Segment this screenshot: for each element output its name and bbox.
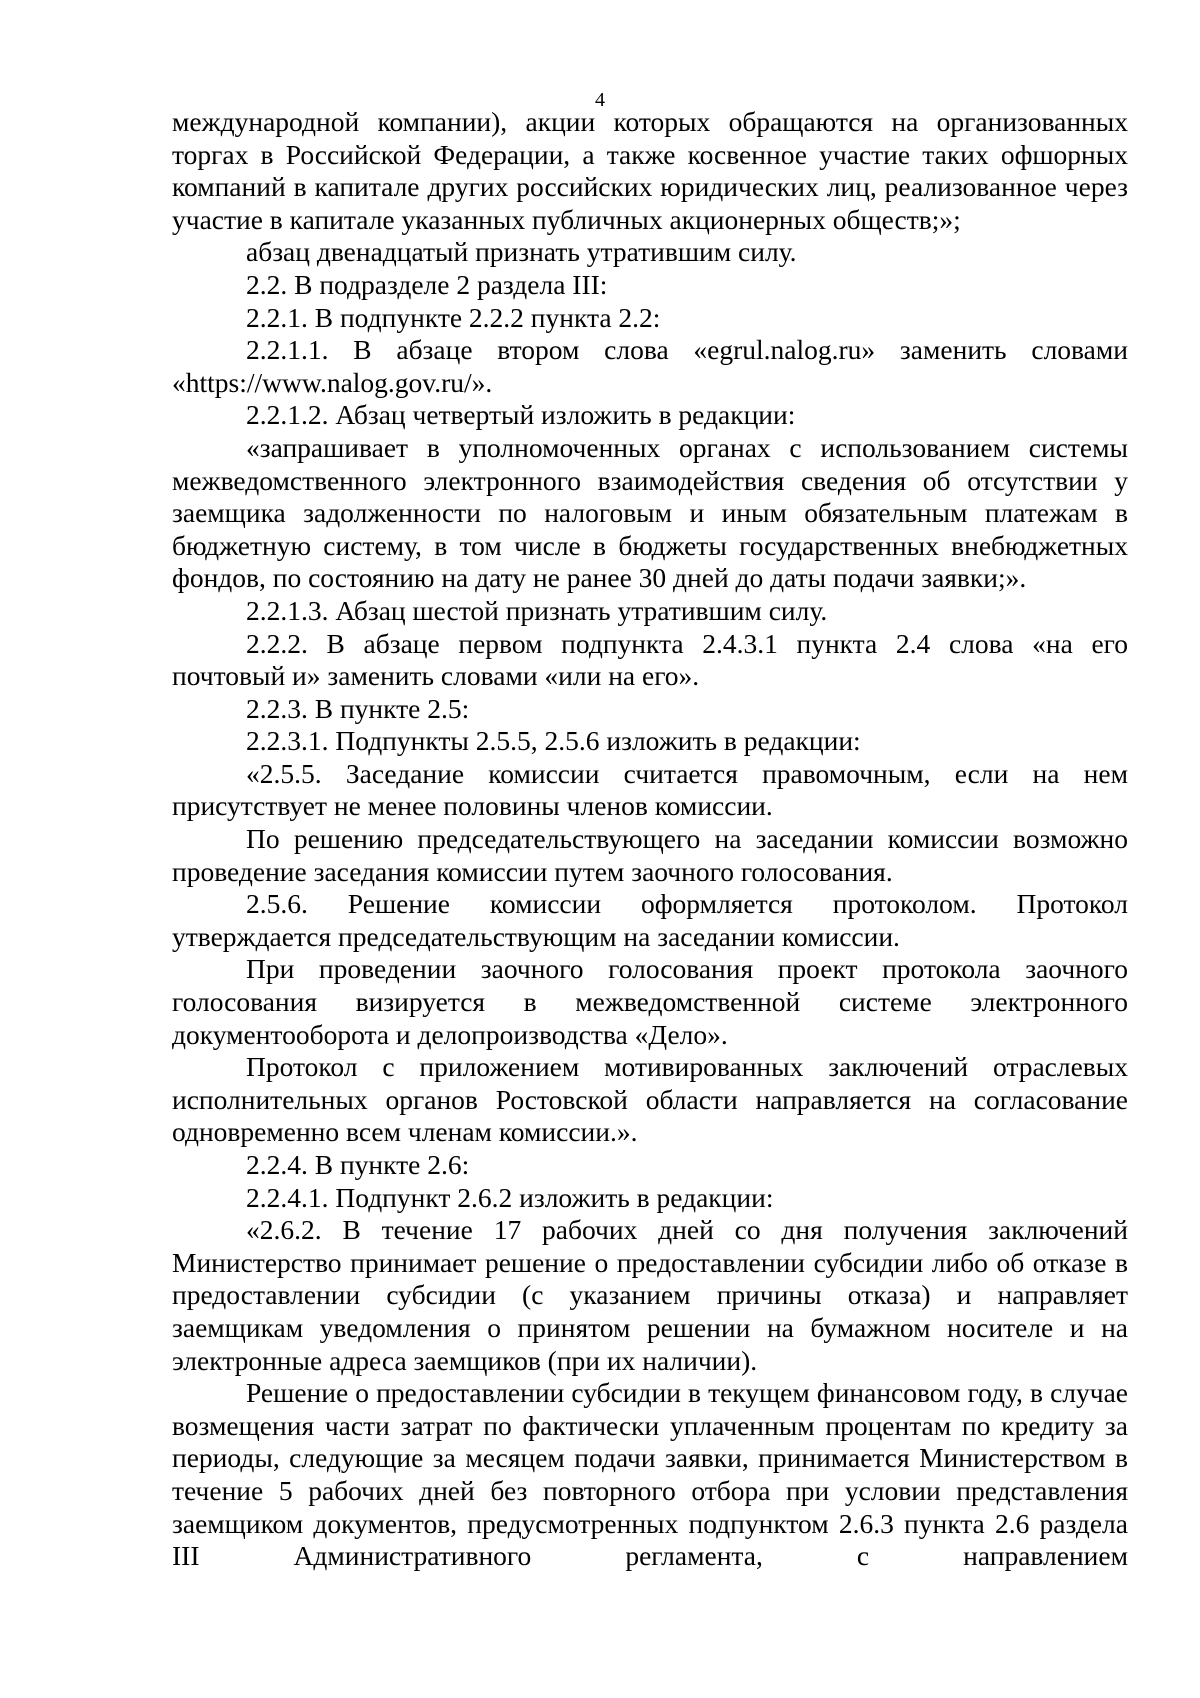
paragraph: Протокол с приложением мотивированных заключений отраслевых исполнительных органов Ростовской области направляется на согласование одновременно всем членам комиссии.».	[172, 1051, 1128, 1148]
paragraph: 2.2.1.1. В абзаце втором слова «egrul.nalog.ru» заменить словами «https://www.nalog.gov.ru/».	[172, 334, 1128, 398]
paragraph: «2.5.5. Заседание комиссии считается правомочным, если на нем присутствует не менее половины членов комиссии.	[172, 757, 1128, 822]
paragraph: 2.2.2. В абзаце первом подпункта 2.4.3.1 пункта 2.4 слова «на его почтовый и» заменить словами «или на его».	[172, 627, 1128, 692]
paragraph: «запрашивает в уполномоченных органах с использованием системы межведомственного электронного взаимодействия сведения об отсутствии у заемщика задолженности по налоговым и иным обязательным платежам в бюджетную систему, в том числе в бюджеты государственных внебюджетных фондов, по состоянию на дату не ранее 30 дней до даты подачи заявки;».	[172, 431, 1128, 594]
paragraph: «2.6.2. В течение 17 рабочих дней со дня получения заключений Министерство принимает решение о предоставлении субсидии либо об отказе в предоставлении субсидии (с указанием причины отказа) и направляет заемщикам уведомления о принятом решении на бумажном носителе и на электронные адреса заемщиков (при их наличии).	[172, 1214, 1128, 1376]
document-body	[172, 106, 1128, 1573]
paragraph: 2.2.4.1. Подпункт 2.6.2 изложить в редакции:	[246, 1181, 774, 1213]
page-number: 4	[595, 89, 605, 111]
paragraph: Решение о предоставлении субсидии в текущем финансовом году, в случае возмещения части затрат по фактически уплаченным процентам по кредиту за периоды, следующие за месяцем подачи заявки, принимается Министерством в течение 5 рабочих дней без повторного отбора при условии представления заемщиком документов, предусмотренных подпунктом 2.6.3 пункта 2.6 раздела III Административного регламента, с направлением	[172, 1377, 1128, 1572]
paragraph: абзац двенадцатый признать утратившим силу.	[246, 236, 797, 268]
paragraph: 2.5.6. Решение комиссии оформляется протоколом. Протокол утверждается председательствующим на заседании комиссии.	[172, 888, 1128, 952]
paragraph: 2.2.4. В пункте 2.6:	[246, 1149, 470, 1180]
paragraph: 2.2.3. В пункте 2.5:	[246, 692, 470, 724]
paragraph: По решению председательствующего на заседании комиссии возможно проведение заседания комиссии путем заочного голосования.	[172, 823, 1128, 887]
paragraph: 2.2.1. В подпункте 2.2.2 пункта 2.2:	[246, 301, 661, 333]
paragraph: 2.2.1.2. Абзац четвертый изложить в редакции:	[246, 399, 796, 431]
paragraph: международной компании), акции которых обращаются на организованных торгах в Российской Федерации, а также косвенное участие таких офшорных компаний в капитале других российских юридических лиц, реализованное через участие в капитале указанных публичных акционерных обществ;»;	[172, 106, 1128, 235]
paragraph: 2.2.3.1. Подпункты 2.5.5, 2.5.6 изложить в редакции:	[246, 725, 861, 757]
paragraph: 2.2.1.3. Абзац шестой признать утратившим силу.	[246, 594, 828, 626]
paragraph: 2.2. В подразделе 2 раздела III:	[246, 268, 608, 300]
paragraph: При проведении заочного голосования проект протокола заочного голосования визируется в межведомственной системе электронного документооборота и делопроизводства «Дело».	[172, 953, 1128, 1050]
